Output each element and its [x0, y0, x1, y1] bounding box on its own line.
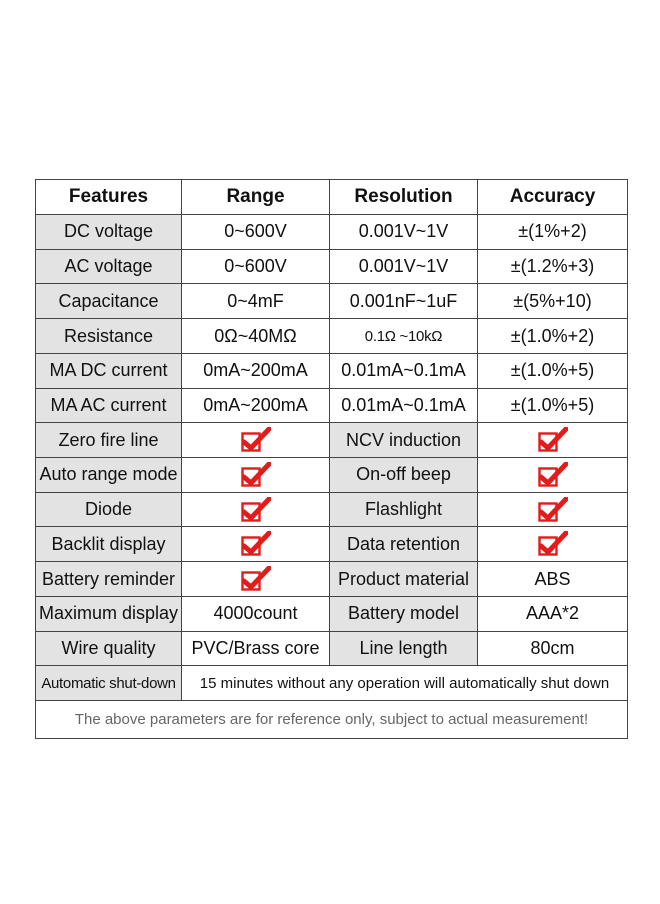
range-cell: 0mA~200mA — [182, 353, 330, 388]
check-cell — [478, 527, 628, 562]
feature-label-cell: Flashlight — [330, 492, 478, 527]
table-row — [36, 353, 628, 388]
table-row — [36, 492, 628, 527]
check-cell — [182, 527, 330, 562]
checkmark-in-box-icon — [538, 497, 568, 523]
footnote: The above parameters are for reference only, subject to actual measurement! — [36, 701, 628, 739]
header-accuracy: Accuracy — [478, 180, 628, 215]
table-row — [36, 458, 628, 493]
checkmark-in-box-icon — [241, 566, 271, 592]
feature-label-cell: Product material — [330, 562, 478, 597]
checkmark-in-box-icon — [538, 427, 568, 453]
accuracy-cell: ±(1.0%+2) — [478, 319, 628, 354]
table-row — [36, 215, 628, 250]
table-row — [36, 631, 628, 666]
range-cell: 0mA~200mA — [182, 388, 330, 423]
feature-label-cell: Wire quality — [36, 631, 182, 666]
resolution-cell: 0.1Ω ~10kΩ — [330, 319, 478, 354]
check-cell — [182, 492, 330, 527]
range-cell: 0Ω~40MΩ — [182, 319, 330, 354]
value-cell: AAA*2 — [478, 596, 628, 631]
table-row — [36, 666, 628, 701]
check-cell — [182, 423, 330, 458]
spec-table — [35, 179, 628, 739]
header-resolution: Resolution — [330, 180, 478, 215]
checkmark-in-box-icon — [538, 462, 568, 488]
accuracy-cell: ±(1.0%+5) — [478, 388, 628, 423]
feature-label-cell: Zero fire line — [36, 423, 182, 458]
shutdown-value-cell: 15 minutes without any operation will automatically shut down — [182, 666, 628, 701]
accuracy-cell: ±(5%+10) — [478, 284, 628, 319]
range-cell: 0~600V — [182, 215, 330, 250]
feature-label-cell: Diode — [36, 492, 182, 527]
feature-label-cell: Auto range mode — [36, 458, 182, 493]
feature-cell: Resistance — [36, 319, 182, 354]
value-cell: ABS — [478, 562, 628, 597]
resolution-cell: 0.01mA~0.1mA — [330, 353, 478, 388]
table-row — [36, 527, 628, 562]
feature-label-cell: Data retention — [330, 527, 478, 562]
resolution-cell: 0.001V~1V — [330, 215, 478, 250]
check-cell — [478, 492, 628, 527]
table-row — [36, 701, 628, 739]
accuracy-cell: ±(1%+2) — [478, 215, 628, 250]
feature-label-cell: Maximum display — [36, 596, 182, 631]
checkmark-in-box-icon — [241, 497, 271, 523]
checkmark-in-box-icon — [241, 531, 271, 557]
checkmark-in-box-icon — [538, 531, 568, 557]
value-cell: PVC/Brass core — [182, 631, 330, 666]
feature-cell: MA AC current — [36, 388, 182, 423]
feature-cell: DC voltage — [36, 215, 182, 250]
checkmark-in-box-icon — [241, 427, 271, 453]
feature-cell: MA DC current — [36, 353, 182, 388]
range-cell: 0~4mF — [182, 284, 330, 319]
resolution-cell: 0.001nF~1uF — [330, 284, 478, 319]
table-row — [36, 562, 628, 597]
feature-label-cell: Battery reminder — [36, 562, 182, 597]
feature-label-cell: Line length — [330, 631, 478, 666]
check-cell — [182, 562, 330, 597]
accuracy-cell: ±(1.2%+3) — [478, 249, 628, 284]
table-row — [36, 596, 628, 631]
range-cell: 0~600V — [182, 249, 330, 284]
feature-label-cell: On-off beep — [330, 458, 478, 493]
header-features: Features — [36, 180, 182, 215]
shutdown-label-cell: Automatic shut-down — [36, 666, 182, 701]
resolution-cell: 0.001V~1V — [330, 249, 478, 284]
feature-label-cell: Battery model — [330, 596, 478, 631]
check-cell — [478, 458, 628, 493]
resolution-cell: 0.01mA~0.1mA — [330, 388, 478, 423]
accuracy-cell: ±(1.0%+5) — [478, 353, 628, 388]
value-cell: 4000count — [182, 596, 330, 631]
table-row — [36, 284, 628, 319]
feature-cell: Capacitance — [36, 284, 182, 319]
feature-cell: AC voltage — [36, 249, 182, 284]
table-row — [36, 388, 628, 423]
check-cell — [182, 458, 330, 493]
value-cell: 80cm — [478, 631, 628, 666]
table-row — [36, 423, 628, 458]
feature-label-cell: Backlit display — [36, 527, 182, 562]
table-row — [36, 319, 628, 354]
table-row — [36, 249, 628, 284]
table-header-row — [36, 180, 628, 215]
check-cell — [478, 423, 628, 458]
header-range: Range — [182, 180, 330, 215]
checkmark-in-box-icon — [241, 462, 271, 488]
feature-label-cell: NCV induction — [330, 423, 478, 458]
